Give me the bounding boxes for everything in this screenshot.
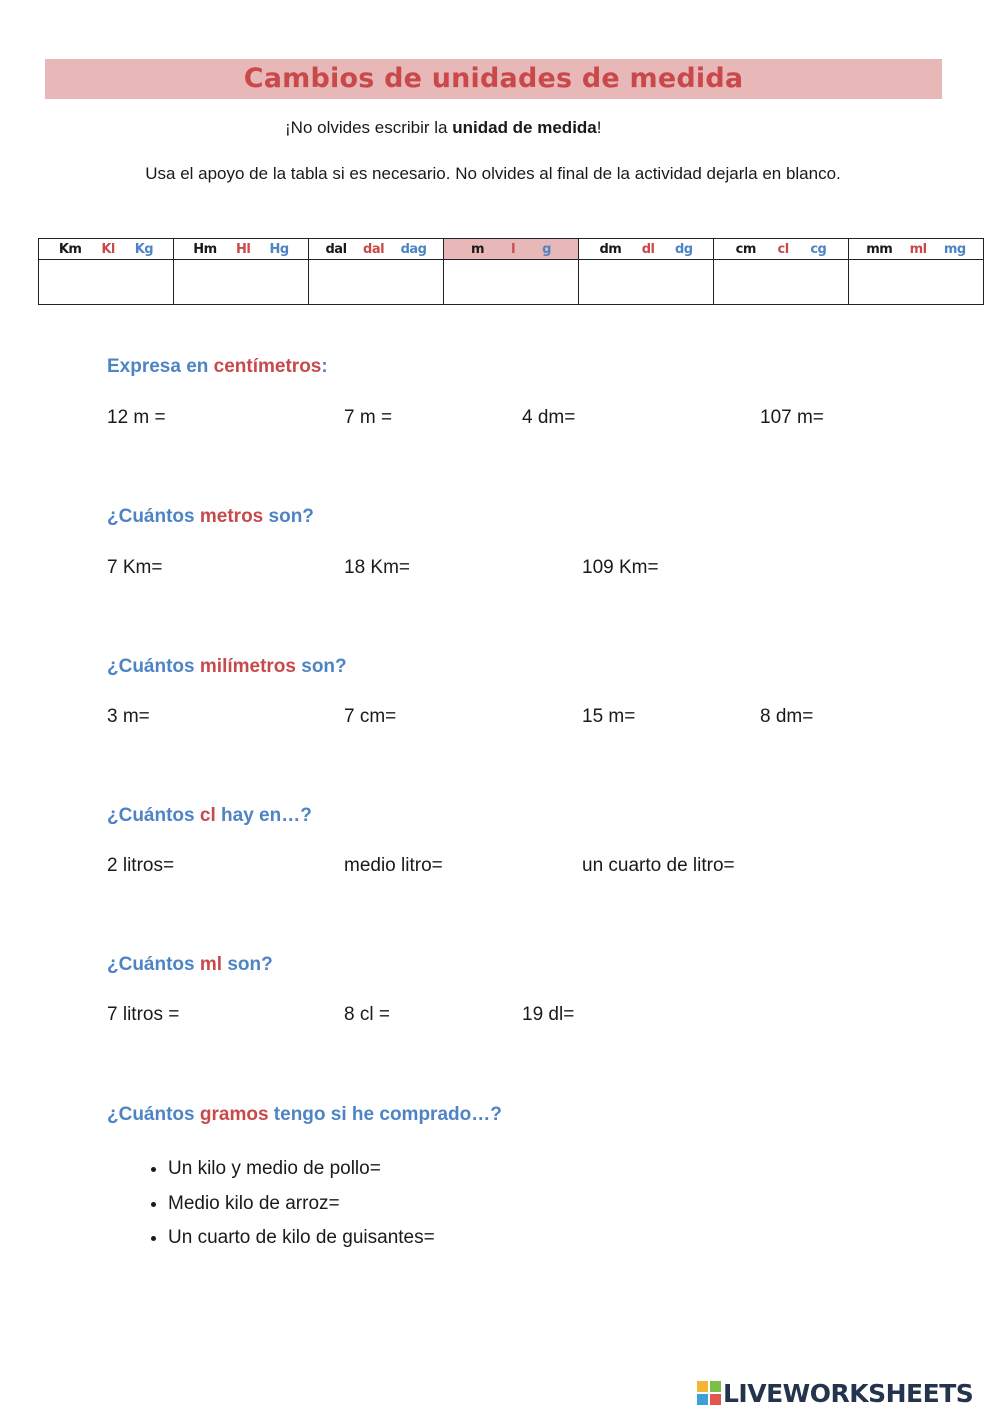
exercise-item[interactable]: 107 m= [760,407,824,428]
units-answer-row [39,260,984,305]
exercise-item[interactable]: 15 m= [582,706,636,727]
units-table [38,238,984,305]
liveworksheets-logo-icon [697,1381,721,1405]
section-title-unit: metros [199,506,264,527]
units-answer-cell[interactable] [444,260,579,305]
unit-volume: l [511,241,516,257]
section-title-text: son? [263,506,314,527]
unit-volume: ml [909,241,927,257]
section-title-text: hay en…? [215,805,312,826]
liveworksheets-logo[interactable] [697,1377,973,1409]
section-title-text: son? [222,954,273,975]
section-title-unit: milímetros [199,656,296,677]
instruction-suffix: ! [596,118,602,137]
exercise-item[interactable]: 7 cm= [344,706,397,727]
units-col-2 [309,239,444,260]
units-header-row [39,239,984,260]
unit-length: Hm [193,241,217,257]
section-title-unit: gramos [199,1104,269,1125]
exercise-item[interactable]: un cuarto de litro= [582,855,735,876]
section-title-text: ¿Cuántos [107,506,200,527]
section-title-metros [107,506,314,528]
exercise-item[interactable]: 8 cl = [344,1004,390,1025]
unit-volume: Hl [235,241,251,257]
section-title-text: ¿Cuántos [107,954,200,975]
section-title-text: ¿Cuántos [107,656,200,677]
exercise-item[interactable]: 18 Km= [344,557,411,578]
title-banner [45,59,942,99]
unit-length: cm [735,241,756,257]
grams-bullet-list [120,1152,435,1256]
units-answer-cell[interactable] [849,260,984,305]
units-answer-cell[interactable] [39,260,174,305]
exercise-item[interactable]: 7 m = [344,407,393,428]
section-title-ml [107,954,273,976]
section-title-unit: ml [199,954,223,975]
exercise-item[interactable]: 109 Km= [582,557,659,578]
instruction-prefix: ¡No olvides escribir la [285,118,453,137]
exercise-item[interactable]: 7 Km= [107,557,163,578]
bullet-item[interactable]: • Un kilo y medio de pollo= [168,1152,435,1187]
exercise-item[interactable]: 12 m = [107,407,166,428]
unit-length: m [471,241,485,257]
units-answer-cell[interactable] [174,260,309,305]
section-title-text: ¿Cuántos [107,1104,200,1125]
section-title-text: son? [295,656,347,677]
section-title-unit: centímetros [213,356,322,377]
section-title-milimetros [107,656,347,678]
unit-length: Km [58,241,82,257]
units-answer-cell[interactable] [714,260,849,305]
unit-mass: g [542,241,551,257]
instruction-line-1 [285,118,602,138]
page-title: Cambios de unidades de medida [243,63,744,94]
logo-text: LIVEWORKSHEETS [723,1378,974,1408]
units-col-1 [174,239,309,260]
exercise-item[interactable]: 8 dm= [760,706,814,727]
unit-volume: dal [363,241,385,257]
unit-length: dm [599,241,622,257]
section-title-text: ¿Cuántos [107,805,200,826]
bullet-item[interactable]: • Medio kilo de arroz= [168,1187,435,1222]
unit-volume: cl [777,241,789,257]
exercise-item[interactable]: medio litro= [344,855,443,876]
unit-mass: dg [674,241,693,257]
units-answer-cell[interactable] [309,260,444,305]
exercise-item[interactable]: 2 litros= [107,855,175,876]
units-answer-cell[interactable] [579,260,714,305]
exercise-item[interactable]: 19 dl= [522,1004,575,1025]
unit-mass: Hg [269,241,289,257]
units-col-5 [714,239,849,260]
exercise-item[interactable]: 4 dm= [522,407,576,428]
section-title-text: tengo si he comprado…? [268,1104,502,1125]
exercise-item[interactable]: 7 litros = [107,1004,180,1025]
unit-mass: Kg [134,241,154,257]
unit-mass: mg [943,241,966,257]
units-col-4 [579,239,714,260]
unit-volume: Kl [101,241,115,257]
units-col-3 [444,239,579,260]
section-title-centimetros [107,356,328,378]
unit-length: dal [325,241,347,257]
instruction-line-2: Usa el apoyo de la tabla si es necesario. No olvides al final de la actividad dejarla en blanco. [145,164,841,183]
unit-length: mm [866,241,893,257]
units-col-6 [849,239,984,260]
unit-mass: dag [400,241,427,257]
section-title-text: : [321,356,328,377]
section-title-gramos [107,1104,502,1126]
bullet-item[interactable]: • Un cuarto de kilo de guisantes= [168,1221,435,1256]
section-title-unit: cl [199,805,216,826]
unit-mass: cg [810,241,827,257]
units-col-0 [39,239,174,260]
section-title-cl [107,805,312,827]
exercise-item[interactable]: 3 m= [107,706,150,727]
section-title-text: Expresa en [107,356,214,377]
instruction-bold: unidad de medida [452,118,597,137]
unit-volume: dl [641,241,655,257]
